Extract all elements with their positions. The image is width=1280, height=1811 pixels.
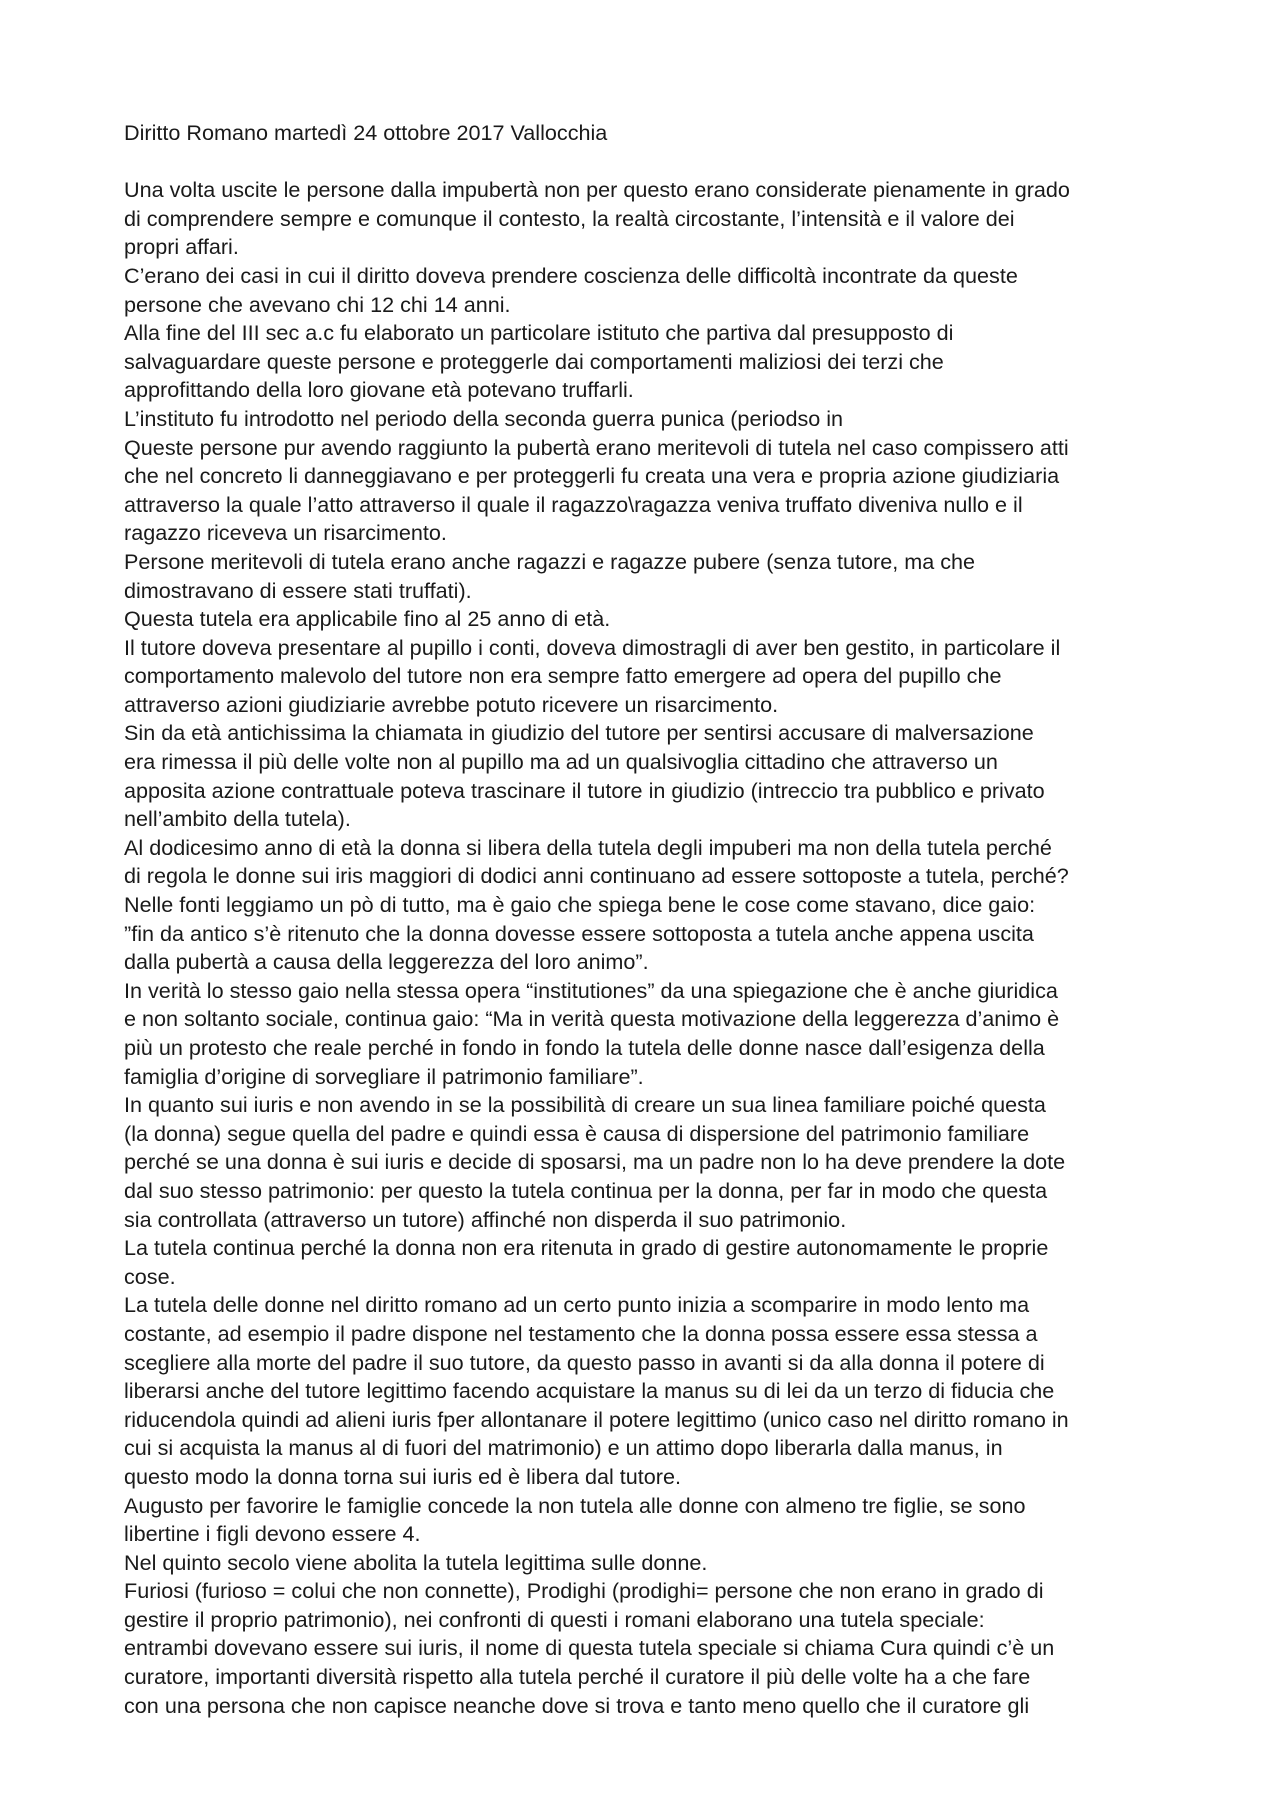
- text-line: Questa tutela era applicabile fino al 25 anno di età.: [124, 606, 611, 632]
- paragraph: [124, 1549, 1184, 1578]
- text-line: In verità lo stesso gaio nella stessa opera “institutiones” da una spiegazione che è anche giuridica: [124, 977, 1058, 1003]
- text-line: Alla fine del III sec a.c fu elaborato un particolare istituto che partiva dal presupposto di: [124, 320, 954, 346]
- paragraph: [124, 434, 1184, 548]
- text-line: che nel concreto li danneggiavano e per proteggerli fu creata una vera e propria azione giudiziaria: [124, 463, 1060, 489]
- text-line: con una persona che non capisce neanche dove si trova e tanto meno quello che il curatore gli: [124, 1692, 1030, 1718]
- text-line: Furiosi (furioso = colui che non connette), Prodighi (prodighi= persone che non erano in grado di: [124, 1578, 1044, 1604]
- paragraph: [124, 319, 1184, 405]
- text-line: Al dodicesimo anno di età la donna si libera della tutela degli impuberi ma non della tutela perché: [124, 834, 1052, 860]
- paragraph: [124, 1234, 1184, 1291]
- document-title: Diritto Romano martedì 24 ottobre 2017 Vallocchia: [124, 120, 608, 145]
- text-line: comportamento malevolo del tutore non era sempre fatto emergere ad opera del pupillo che: [124, 663, 1002, 689]
- text-line: libertine i figli devono essere 4.: [124, 1521, 421, 1547]
- text-line: apposita azione contrattuale poteva trascinare il tutore in giudizio (intreccio tra pubblico e privato: [124, 777, 1045, 803]
- text-line: perché se una donna è sui iuris e decide di sposarsi, ma un padre non lo ha deve prendere la dote: [124, 1149, 1066, 1175]
- paragraph: [124, 891, 1184, 977]
- document-body: [124, 176, 1184, 1720]
- text-line: era rimessa il più delle volte non al pupillo ma ad un qualsivoglia cittadino che attraverso un: [124, 749, 998, 775]
- text-line: attraverso azioni giudiziarie avrebbe potuto ricevere un risarcimento.: [124, 691, 779, 717]
- text-line: Sin da età antichissima la chiamata in giudizio del tutore per sentirsi accusare di malversazione: [124, 720, 1034, 746]
- text-line: liberarsi anche del tutore legittimo facendo acquistare la manus su di lei da un terzo di fiducia che: [124, 1378, 1055, 1404]
- text-line: cose.: [124, 1263, 176, 1289]
- paragraph: [124, 262, 1184, 319]
- text-line: curatore, importanti diversità rispetto alla tutela perché il curatore il più delle volte ha a che fare: [124, 1664, 1031, 1690]
- text-line: riducendola quindi ad alieni iuris fper allontanare il potere legittimo (unico caso nel diritto romano in: [124, 1406, 1069, 1432]
- text-line: Queste persone pur avendo raggiunto la pubertà erano meritevoli di tutela nel caso compissero atti: [124, 434, 1069, 460]
- text-line: persone che avevano chi 12 chi 14 anni.: [124, 291, 511, 317]
- text-line: Persone meritevoli di tutela erano anche ragazzi e ragazze pubere (senza tutore, ma che: [124, 548, 976, 574]
- text-line: entrambi dovevano essere sui iuris, il nome di questa tutela speciale si chiama Cura quindi c’è un: [124, 1635, 1055, 1661]
- text-line: famiglia d’origine di sorvegliare il patrimonio familiare”.: [124, 1063, 644, 1089]
- text-line: di comprendere sempre e comunque il contesto, la realtà circostante, l’intensità e il valore dei: [124, 205, 1015, 231]
- text-line: In quanto sui iuris e non avendo in se la possibilità di creare un sua linea familiare poiché questa: [124, 1092, 1046, 1118]
- paragraph: [124, 1577, 1184, 1720]
- text-line: attraverso la quale l’atto attraverso il quale il ragazzo\ragazza veniva truffato diveniva nullo e il: [124, 491, 1023, 517]
- text-line: questo modo la donna torna sui iuris ed è libera dal tutore.: [124, 1463, 681, 1489]
- text-line: di regola le donne sui iris maggiori di dodici anni continuano ad essere sottoposte a tutela, perché?: [124, 863, 1069, 889]
- paragraph: [124, 405, 1184, 434]
- text-line: Una volta uscite le persone dalla impubertà non per questo erano considerate pienamente in grado: [124, 177, 1070, 203]
- text-line: ragazzo riceveva un risarcimento.: [124, 520, 447, 546]
- text-line: gestire il proprio patrimonio), nei confronti di questi i romani elaborano una tutela speciale:: [124, 1606, 985, 1632]
- text-line: costante, ad esempio il padre dispone nel testamento che la donna possa essere essa stessa a: [124, 1320, 1038, 1346]
- paragraph: [124, 605, 1184, 634]
- text-line: dalla pubertà a causa della leggerezza del loro animo”.: [124, 949, 649, 975]
- text-line: Nel quinto secolo viene abolita la tutela legittima sulle donne.: [124, 1549, 708, 1575]
- text-line: e non soltanto sociale, continua gaio: “Ma in verità questa motivazione della leggerezza d’animo è: [124, 1006, 1060, 1032]
- paragraph: [124, 176, 1184, 262]
- text-line: C’erano dei casi in cui il diritto doveva prendere coscienza delle difficoltà incontrate da queste: [124, 262, 1018, 288]
- paragraph: [124, 834, 1184, 891]
- text-line: dal suo stesso patrimonio: per questo la tutela continua per la donna, per far in modo che questa: [124, 1177, 1048, 1203]
- text-line: dimostravano di essere stati truffati).: [124, 577, 472, 603]
- text-line: La tutela delle donne nel diritto romano ad un certo punto inizia a scomparire in modo lento ma: [124, 1292, 1030, 1318]
- text-line: scegliere alla morte del padre il suo tutore, da questo passo in avanti si da alla donna il potere di: [124, 1349, 1045, 1375]
- paragraph: [124, 1492, 1184, 1549]
- paragraph: [124, 634, 1184, 720]
- text-line: sia controllata (attraverso un tutore) affinché non disperda il suo patrimonio.: [124, 1206, 847, 1232]
- text-line: approfittando della loro giovane età potevano truffarli.: [124, 377, 634, 403]
- text-line: propri affari.: [124, 234, 239, 260]
- paragraph: [124, 719, 1184, 833]
- paragraph: [124, 977, 1184, 1091]
- text-line: Il tutore doveva presentare al pupillo i conti, doveva dimostragli di aver ben gestito, in particolare il: [124, 634, 1061, 660]
- text-line: nell’ambito della tutela).: [124, 806, 351, 832]
- text-line: salvaguardare queste persone e proteggerle dai comportamenti maliziosi dei terzi che: [124, 348, 944, 374]
- text-line: cui si acquista la manus al di fuori del matrimonio) e un attimo dopo liberarla dalla manus, in: [124, 1435, 1003, 1461]
- text-line: più un protesto che reale perché in fondo in fondo la tutela delle donne nasce dall’esigenza della: [124, 1035, 1045, 1060]
- text-line: Nelle fonti leggiamo un pò di tutto, ma è gaio che spiega bene le cose come stavano, dice gaio:: [124, 892, 1036, 918]
- text-line: L’instituto fu introdotto nel periodo della seconda guerra punica (periodso in: [124, 405, 844, 431]
- text-line: La tutela continua perché la donna non era ritenuta in grado di gestire autonomamente le proprie: [124, 1235, 1049, 1261]
- text-line: ”fin da antico s’è ritenuto che la donna dovesse essere sottoposta a tutela anche appena uscita: [124, 920, 1034, 946]
- document-page: [124, 119, 1184, 1720]
- paragraph: [124, 1091, 1184, 1234]
- text-line: (la donna) segue quella del padre e quindi essa è causa di dispersione del patrimonio familiare: [124, 1120, 1030, 1146]
- text-line: Augusto per favorire le famiglie concede la non tutela alle donne con almeno tre figlie, se sono: [124, 1492, 1026, 1518]
- paragraph: [124, 548, 1184, 605]
- paragraph: [124, 1291, 1184, 1491]
